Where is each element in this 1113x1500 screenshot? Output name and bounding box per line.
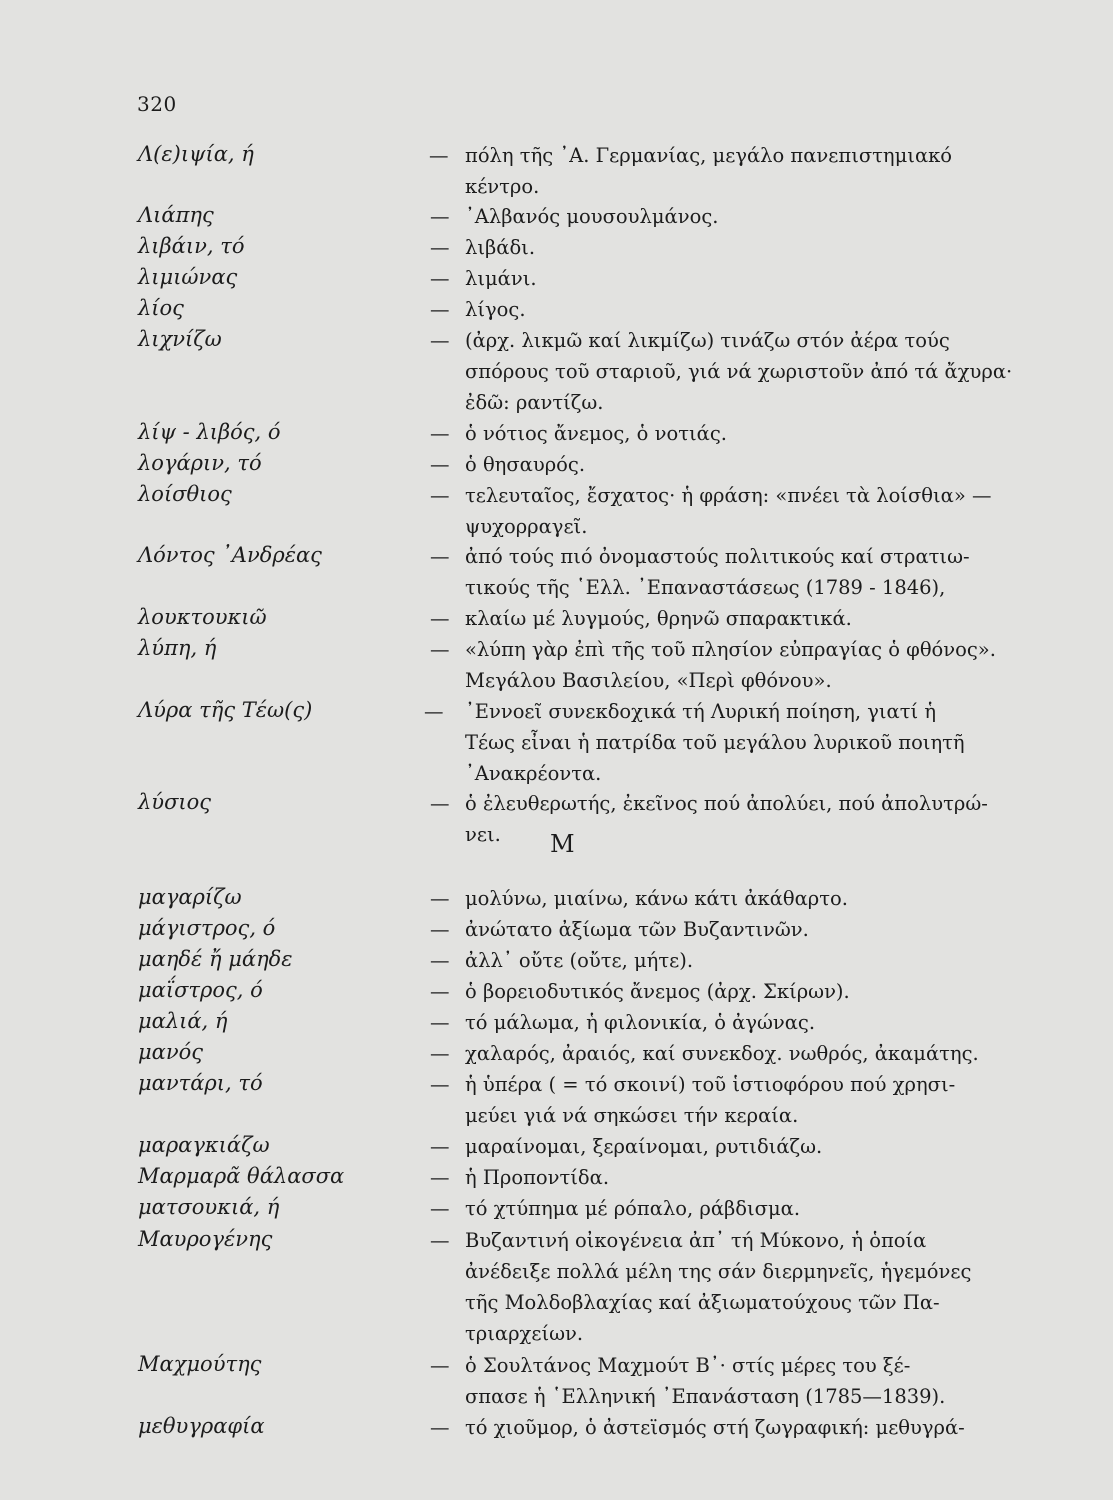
definition-line: σπόρους τοῦ σταριοῦ, γιά νά χωριστοῦν ἀπό τά ἄχυρα·	[465, 360, 1013, 383]
definition-line: ἀνέδειξε πολλά μέλη της σάν διερμηνεῖς, ἡγεμόνες	[465, 1260, 972, 1283]
entry-definition	[465, 140, 1005, 202]
entry-definition	[465, 603, 1005, 634]
entry-definition	[465, 263, 1005, 294]
definition-line: τικούς τῆς ῾Ελλ. ᾿Επαναστάσεως (1789 - 1846),	[465, 576, 946, 599]
entry-definition	[465, 1131, 1005, 1162]
definition-line: ὁ θησαυρός.	[465, 453, 586, 476]
entry-term: λύσιος	[138, 790, 212, 814]
definition-line: νει.	[465, 823, 501, 846]
entry-definition	[465, 1069, 1005, 1131]
entry-dash: —	[424, 700, 444, 723]
entry-definition	[465, 883, 1005, 914]
entry-term: μανός	[138, 1040, 203, 1064]
entry-definition	[465, 201, 1005, 232]
entry-definition	[465, 449, 1005, 480]
entry-definition	[465, 294, 1005, 325]
entry-term: μαλιά, ή	[138, 1009, 228, 1033]
entry-term: λιχνίζω	[138, 327, 222, 351]
entry-term: μαντάρι, τό	[138, 1071, 263, 1095]
entry-term: λίψ - λιβός, ό	[138, 420, 281, 444]
definition-line: ψυχορραγεῖ.	[465, 515, 588, 538]
definition-line: πόλη τῆς ᾿Α. Γερμανίας, μεγάλο πανεπιστημιακό	[465, 144, 953, 167]
entry-definition	[465, 914, 1005, 945]
entry-dash: —	[430, 792, 450, 815]
entry-dash: —	[430, 638, 450, 661]
entry-definition	[465, 480, 1005, 542]
entry-term: ματσουκιά, ή	[138, 1195, 280, 1219]
entry-definition	[465, 696, 1005, 789]
definition-line: ὁ βορειοδυτικός ἄνεμος (ἀρχ. Σκίρων).	[465, 980, 850, 1003]
entry-definition	[465, 1225, 1005, 1349]
definition-line: ἀνώτατο ἀξίωμα τῶν Βυζαντινῶν.	[465, 918, 809, 941]
entry-dash: —	[430, 236, 450, 259]
entry-term: μαΐστρος, ό	[138, 978, 263, 1002]
definition-line: μεύει γιά νά σηκώσει τήν κεραία.	[465, 1104, 799, 1127]
entry-term: λίος	[138, 296, 184, 320]
entry-dash: —	[430, 887, 450, 910]
entry-definition	[465, 418, 1005, 449]
definition-line: ᾿Αλβανός μουσουλμάνος.	[465, 205, 719, 228]
definition-line: ἡ ὑπέρα ( = τό σκοινί) τοῦ ἱστιοφόρου πού χρησι-	[465, 1073, 956, 1096]
definition-line: Μεγάλου Βασιλείου, «Περὶ φθόνου».	[465, 669, 832, 692]
definition-line: ἐδῶ: ραντίζω.	[465, 391, 604, 414]
entry-term: μεθυγραφία	[138, 1414, 265, 1438]
entry-dash: —	[430, 205, 450, 228]
entry-dash: —	[430, 1197, 450, 1220]
definition-line: τό χιοῦμορ, ὁ ἀστεϊσμός στή ζωγραφική: μεθυγρά-	[465, 1416, 965, 1439]
entry-dash: —	[430, 329, 450, 352]
entry-term: μαηδέ ἤ μάηδε	[138, 947, 293, 971]
entry-term: Λ(ε)ιψία, ή	[138, 142, 254, 166]
entry-term: Μαρμαρᾶ θάλασσα	[138, 1164, 345, 1188]
entry-term: λιβάιν, τό	[138, 234, 245, 258]
entry-dash: —	[430, 422, 450, 445]
definition-line: ᾿Ανακρέοντα.	[465, 762, 602, 785]
entry-dash: —	[430, 267, 450, 290]
entry-dash: —	[430, 1073, 450, 1096]
section-letter-heading: Μ	[550, 830, 575, 858]
definition-line: μαραίνομαι, ξεραίνομαι, ρυτιδιάζω.	[465, 1135, 823, 1158]
definition-line: τελευταῖος, ἔσχατος· ἡ φράση: «πνέει τὰ λοίσθια» —	[465, 484, 992, 507]
entry-dash: —	[430, 607, 450, 630]
entry-dash: —	[430, 1011, 450, 1034]
definition-line: ὁ ἐλευθερωτής, ἐκεῖνος πού ἀπολύει, πού ἀπολυτρώ-	[465, 792, 988, 815]
definition-line: ὁ νότιος ἄνεμος, ὁ νοτιάς.	[465, 422, 727, 445]
entry-dash: —	[430, 453, 450, 476]
entry-definition	[465, 634, 1005, 696]
definition-line: τό μάλωμα, ἡ φιλονικία, ὁ ἀγώνας.	[465, 1011, 816, 1034]
page-number: 320	[137, 92, 177, 116]
definition-line: τριαρχείων.	[465, 1322, 584, 1345]
definition-line: τῆς Μολδοβλαχίας καί ἀξιωματούχους τῶν Πα-	[465, 1291, 940, 1314]
entry-term: λουκτουκιῶ	[138, 605, 267, 629]
entry-term: Μαυρογένης	[138, 1227, 273, 1251]
entry-dash: —	[430, 484, 450, 507]
entry-definition	[465, 1007, 1005, 1038]
definition-line: ὁ Σουλτάνος Μαχμούτ Β᾿· στίς μέρες του ξέ-	[465, 1354, 911, 1377]
definition-line: Βυζαντινή οἰκογένεια ἀπ᾿ τή Μύκονο, ἡ ὁποία	[465, 1229, 927, 1252]
entry-definition	[465, 541, 1005, 603]
entry-term: Μαχμούτης	[138, 1352, 262, 1376]
entry-dash: —	[430, 1229, 450, 1252]
entry-dash: —	[429, 144, 449, 167]
entry-definition	[465, 976, 1005, 1007]
entry-dash: —	[430, 980, 450, 1003]
entry-term: λιμιώνας	[138, 265, 238, 289]
definition-line: ἀπό τούς πιό ὀνομαστούς πολιτικούς καί στρατιω-	[465, 545, 970, 568]
definition-line: «λύπη γὰρ ἐπὶ τῆς τοῦ πλησίον εὐπραγίας ὁ φθόνος».	[465, 638, 996, 661]
entry-definition	[465, 325, 1013, 418]
definition-line: ᾿Εννοεῖ συνεκδοχικά τή Λυρική ποίηση, γιατί ἡ	[465, 700, 937, 723]
definition-line: μολύνω, μιαίνω, κάνω κάτι ἀκάθαρτο.	[465, 887, 848, 910]
definition-line: λιμάνι.	[465, 267, 537, 290]
entry-dash: —	[430, 545, 450, 568]
definition-line: τό χτύπημα μέ ρόπαλο, ράβδισμα.	[465, 1197, 801, 1220]
definition-line: Τέως εἶναι ἡ πατρίδα τοῦ μεγάλου λυρικοῦ ποιητῆ	[465, 731, 965, 754]
definition-line: κλαίω μέ λυγμούς, θρηνῶ σπαρακτικά.	[465, 607, 852, 630]
entry-term: μαραγκιάζω	[138, 1133, 270, 1157]
entry-term: μαγαρίζω	[138, 885, 242, 909]
entry-definition	[465, 1162, 1005, 1193]
entry-dash: —	[430, 1166, 450, 1189]
entry-definition	[465, 1350, 1005, 1412]
definition-line: σπασε ἡ ῾Ελληνική ᾿Επανάσταση (1785—1839).	[465, 1385, 946, 1408]
entry-term: λογάριν, τό	[138, 451, 262, 475]
entry-dash: —	[430, 298, 450, 321]
entry-definition	[465, 1038, 1005, 1069]
entry-dash: —	[430, 1135, 450, 1158]
entry-term: Λύρα τῆς Τέω(ς)	[138, 698, 313, 722]
definition-line: (ἀρχ. λικμῶ καί λικμίζω) τινάζω στόν ἀέρα τούς	[465, 329, 950, 352]
entry-term: λύπη, ή	[138, 636, 217, 660]
entry-term: λοίσθιος	[138, 482, 232, 506]
definition-line: λιβάδι.	[465, 236, 536, 259]
definition-line: χαλαρός, ἀραιός, καί συνεκδοχ. νωθρός, ἀκαμάτης.	[465, 1042, 979, 1065]
definition-line: λίγος.	[465, 298, 526, 321]
entry-dash: —	[430, 1416, 450, 1439]
entry-term: μάγιστρος, ό	[138, 916, 276, 940]
entry-definition	[465, 945, 1005, 976]
entry-term: Λόντος ᾿Ανδρέας	[138, 543, 322, 567]
entry-definition	[465, 788, 1005, 850]
definition-line: ἡ Προποντίδα.	[465, 1166, 610, 1189]
entry-dash: —	[430, 949, 450, 972]
entry-definition	[465, 1412, 1005, 1443]
definition-line: ἀλλ᾿ οὔτε (οὔτε, μήτε).	[465, 949, 694, 972]
entry-definition	[465, 232, 1005, 263]
entry-dash: —	[430, 918, 450, 941]
entry-definition	[465, 1193, 1005, 1224]
definition-line: κέντρο.	[465, 175, 540, 198]
entry-dash: —	[430, 1042, 450, 1065]
entry-term: Λιάπης	[138, 203, 214, 227]
entry-dash: —	[430, 1354, 450, 1377]
